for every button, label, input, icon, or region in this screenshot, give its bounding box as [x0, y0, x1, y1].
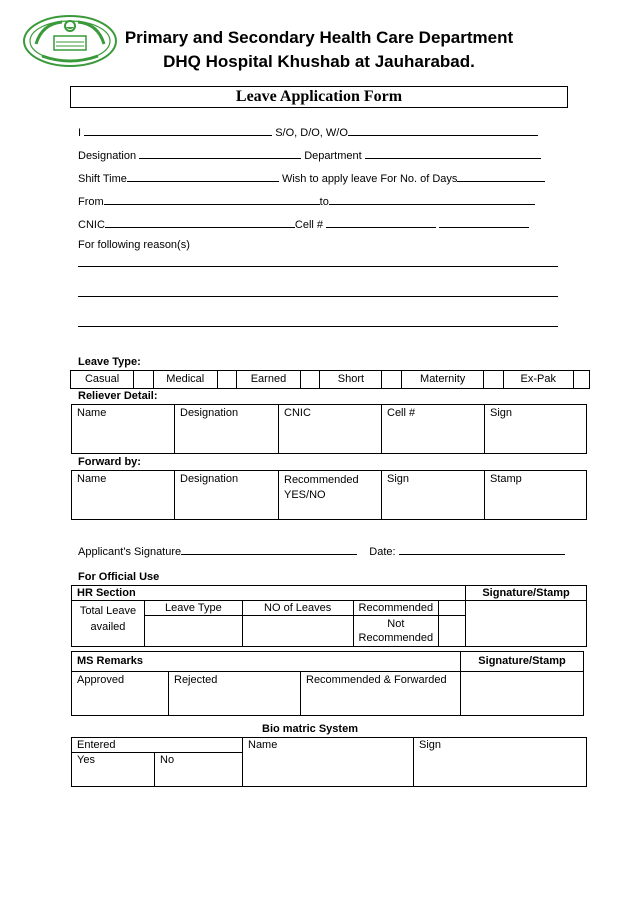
- applicant-signature-label: Applicant’s Signature: [78, 546, 182, 558]
- ms-remarks-table: [71, 651, 584, 716]
- hr-signature-stamp-box[interactable]: [466, 601, 587, 647]
- hr-recommended-label: Recommended: [353, 601, 439, 616]
- to-label: to: [319, 196, 329, 208]
- checkbox-earned[interactable]: [300, 371, 320, 389]
- bio-name[interactable]: Name: [243, 738, 414, 787]
- hr-not-recommended-label: Not Recommended: [353, 616, 439, 647]
- checkbox-medical[interactable]: [217, 371, 237, 389]
- reason-line-2[interactable]: [78, 296, 558, 297]
- applicant-signature-blank[interactable]: [181, 543, 357, 555]
- reliever-cnic[interactable]: CNIC: [279, 405, 382, 454]
- designation-blank[interactable]: [139, 147, 301, 159]
- bio-no[interactable]: No: [155, 753, 243, 787]
- wish-label: Wish to apply leave For No. of Days: [281, 173, 458, 185]
- forward-label: Forward by:: [78, 456, 141, 468]
- designation-line: [78, 147, 541, 162]
- cnic-line: [78, 216, 529, 231]
- from-line: [78, 193, 535, 208]
- leave-medical: Medical: [153, 371, 217, 389]
- hospital-heading: DHQ Hospital Khushab at Jauharabad.: [163, 52, 475, 71]
- forward-designation[interactable]: Designation: [175, 471, 279, 520]
- leave-casual: Casual: [71, 371, 134, 389]
- bio-metric-table: [71, 737, 587, 787]
- ms-signature-stamp-label: Signature/Stamp: [461, 652, 584, 672]
- forward-table: [71, 470, 587, 520]
- bio-metric-label: Bio matric System: [262, 723, 358, 735]
- shift-line: [78, 170, 545, 185]
- checkbox-maternity[interactable]: [484, 371, 504, 389]
- cnic-blank[interactable]: [105, 216, 295, 228]
- shift-time-label: Shift Time: [78, 173, 127, 185]
- relation-label: S/O, D/O, W/O: [275, 127, 348, 139]
- cell-blank-1[interactable]: [326, 216, 436, 228]
- ms-remarks-label: MS Remarks: [72, 652, 461, 672]
- total-leave-availed: [72, 601, 145, 647]
- signature-line: [78, 543, 565, 558]
- designation-label: Designation: [78, 150, 137, 162]
- leave-type-label: Leave Type:: [78, 356, 141, 368]
- forward-sign[interactable]: Sign: [382, 471, 485, 520]
- date-blank[interactable]: [399, 543, 565, 555]
- reliever-sign[interactable]: Sign: [485, 405, 587, 454]
- i-label: I: [78, 127, 82, 139]
- hr-section-table: [71, 585, 587, 647]
- reliever-cell[interactable]: Cell #: [382, 405, 485, 454]
- ms-rejected[interactable]: Rejected: [169, 672, 301, 716]
- hr-recommended-box[interactable]: [439, 601, 466, 616]
- hr-not-recommended-box[interactable]: [439, 616, 466, 647]
- department-heading: Primary and Secondary Health Care Department: [124, 28, 514, 47]
- name-blank[interactable]: [84, 124, 272, 136]
- reliever-designation[interactable]: Designation: [175, 405, 279, 454]
- bio-sign[interactable]: Sign: [414, 738, 587, 787]
- ms-signature-stamp-box[interactable]: [461, 672, 584, 716]
- ms-recommended-forwarded[interactable]: Recommended & Forwarded: [301, 672, 461, 716]
- shift-time-blank[interactable]: [127, 170, 279, 182]
- reliever-name[interactable]: Name: [72, 405, 175, 454]
- checkbox-short[interactable]: [382, 371, 402, 389]
- bio-yes[interactable]: Yes: [72, 753, 155, 787]
- department-label: Department: [304, 150, 362, 162]
- date-label: Date:: [369, 546, 396, 558]
- hr-leave-type-label: Leave Type: [144, 601, 242, 616]
- official-use-label: For Official Use: [78, 571, 160, 583]
- ms-approved[interactable]: Approved: [72, 672, 169, 716]
- reason-line-3[interactable]: [78, 326, 558, 327]
- days-blank[interactable]: [457, 170, 545, 182]
- leave-type-table: [70, 370, 590, 389]
- leave-earned: Earned: [237, 371, 300, 389]
- cell-label: Cell #: [294, 219, 324, 231]
- bio-entered-label: Entered: [72, 738, 243, 753]
- reason-line-1[interactable]: [78, 266, 558, 267]
- to-blank[interactable]: [329, 193, 535, 205]
- from-label: From: [78, 196, 104, 208]
- reliever-table: [71, 404, 587, 454]
- forward-recommended-label: Recommended YES/NO: [284, 474, 359, 501]
- checkbox-casual[interactable]: [134, 371, 154, 389]
- leave-short: Short: [320, 371, 382, 389]
- checkbox-ex-pak[interactable]: [573, 371, 589, 389]
- department-blank[interactable]: [365, 147, 541, 159]
- total-leave-label: Total Leave availed: [79, 605, 137, 633]
- leave-ex-pak: Ex-Pak: [503, 371, 573, 389]
- no-of-leaves-value[interactable]: [242, 616, 353, 647]
- hr-signature-stamp-label: Signature/Stamp: [466, 586, 587, 601]
- forward-name[interactable]: Name: [72, 471, 175, 520]
- leave-maternity: Maternity: [402, 371, 484, 389]
- reason-label: For following reason(s): [78, 239, 190, 251]
- hr-leave-type-value[interactable]: [144, 616, 242, 647]
- hr-section-label: HR Section: [72, 586, 466, 601]
- name-line: [78, 124, 538, 139]
- form-title: Leave Application Form: [70, 86, 568, 108]
- reliever-label: Reliever Detail:: [78, 390, 158, 402]
- from-blank[interactable]: [104, 193, 320, 205]
- cell-blank-2[interactable]: [439, 216, 529, 228]
- forward-recommended[interactable]: [279, 471, 382, 520]
- no-of-leaves-label: NO of Leaves: [242, 601, 353, 616]
- cnic-label: CNIC: [78, 219, 105, 231]
- forward-stamp[interactable]: Stamp: [485, 471, 587, 520]
- relation-blank[interactable]: [348, 124, 538, 136]
